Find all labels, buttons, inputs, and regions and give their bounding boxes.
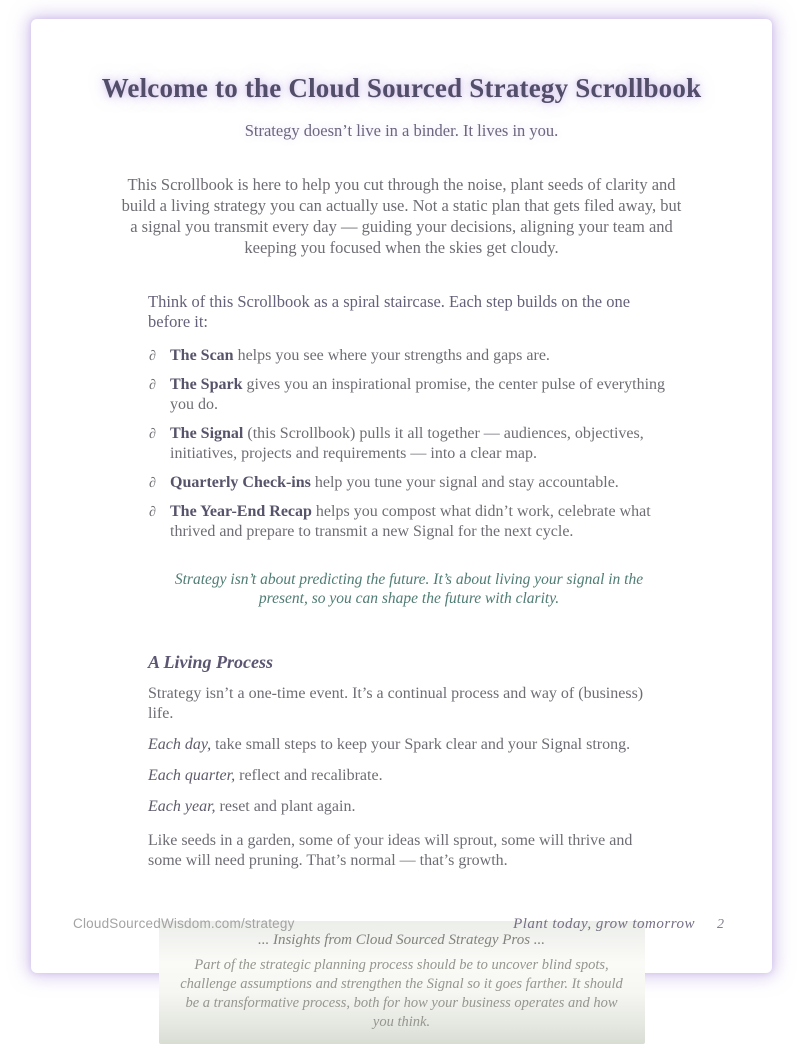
- list-item: [148, 424, 670, 464]
- steps-list: [148, 346, 670, 542]
- step-term: The Year-End Recap: [170, 503, 312, 520]
- main-content: [148, 292, 670, 871]
- cadence-lead: Each day,: [148, 736, 212, 753]
- list-item: [148, 473, 670, 493]
- page-title: Welcome to the Cloud Sourced Strategy Scrollbook: [101, 73, 702, 103]
- step-description: help you tune your signal and stay accountable.: [310, 474, 619, 491]
- spiral-bullet-icon: ∂: [149, 505, 156, 520]
- step-description: gives you an inspirational promise, the center pulse of everything you do.: [170, 376, 666, 413]
- subtitle: Strategy doesn’t live in a binder. It lives in you.: [244, 121, 559, 140]
- section-paragraph: Strategy isn’t a one-time event. It’s a continual process and way of (business) life.: [148, 685, 644, 722]
- pull-quote: Strategy isn’t about predicting the future. It’s about living your signal in the present, so you can shape the future with clarity.: [174, 571, 644, 607]
- document-page: [31, 19, 772, 1030]
- page-number: 2: [717, 917, 724, 932]
- section-heading: A Living Process: [148, 652, 273, 672]
- spiral-bullet-icon: ∂: [149, 349, 156, 364]
- cadence-line: [148, 735, 670, 755]
- cadence-rest: reflect and recalibrate.: [235, 767, 383, 784]
- cadence-lead: Each quarter,: [148, 767, 236, 784]
- list-item: [148, 502, 670, 542]
- step-description: helps you see where your strengths and gaps are.: [233, 347, 550, 364]
- footer-tagline: Plant today, grow tomorrow: [513, 916, 695, 932]
- insights-box: [159, 921, 645, 1044]
- spiral-bullet-icon: ∂: [149, 427, 156, 442]
- spiral-bullet-icon: ∂: [149, 378, 156, 393]
- step-term: Quarterly Check-ins: [170, 474, 311, 491]
- insights-body: Part of the strategic planning process should be to uncover blind spots, challenge assumptions and strengthen the Signal so it goes farther. It should be a transformative process, both for how your business operates and how you think.: [180, 957, 623, 1030]
- step-term: The Spark: [170, 376, 243, 393]
- list-intro: Think of this Scrollbook as a spiral staircase. Each step builds on the one before it:: [148, 292, 631, 331]
- footer-url[interactable]: CloudSourcedWisdom.com/strategy: [73, 916, 295, 931]
- cadence-line: [148, 797, 670, 817]
- cadence-line: [148, 766, 670, 786]
- cadence-lead: Each year,: [148, 798, 216, 815]
- cadence-rest: reset and plant again.: [215, 798, 356, 815]
- step-description: (this Scrollbook) pulls it all together — audiences, objectives, initiatives, projects and requirements — into a clear map.: [170, 425, 644, 462]
- page-footer: [73, 915, 724, 933]
- insights-header: ... Insights from Cloud Sourced Strategy Pros ...: [257, 932, 546, 948]
- list-item: [148, 346, 670, 366]
- step-description: helps you compost what didn’t work, celebrate what thrived and prepare to transmit a new Signal for the next cycle.: [170, 503, 651, 540]
- list-item: [148, 375, 670, 415]
- intro-paragraph: This Scrollbook is here to help you cut through the noise, plant seeds of clarity and build a living strategy you can actually use. Not a static plan that gets filed away, but a signal you transmit every day — guiding your decisions, aligning your team and keeping you focused when the skies get cloudy.: [121, 175, 682, 257]
- step-term: The Scan: [170, 347, 234, 364]
- spiral-bullet-icon: ∂: [149, 476, 156, 491]
- footer-right: [513, 915, 724, 933]
- section-paragraph: Like seeds in a garden, some of your ideas will sprout, some will thrive and some will need pruning. That’s normal — that’s growth.: [148, 832, 633, 869]
- step-term: The Signal: [170, 425, 244, 442]
- cadence-rest: take small steps to keep your Spark clear and your Signal strong.: [211, 736, 631, 753]
